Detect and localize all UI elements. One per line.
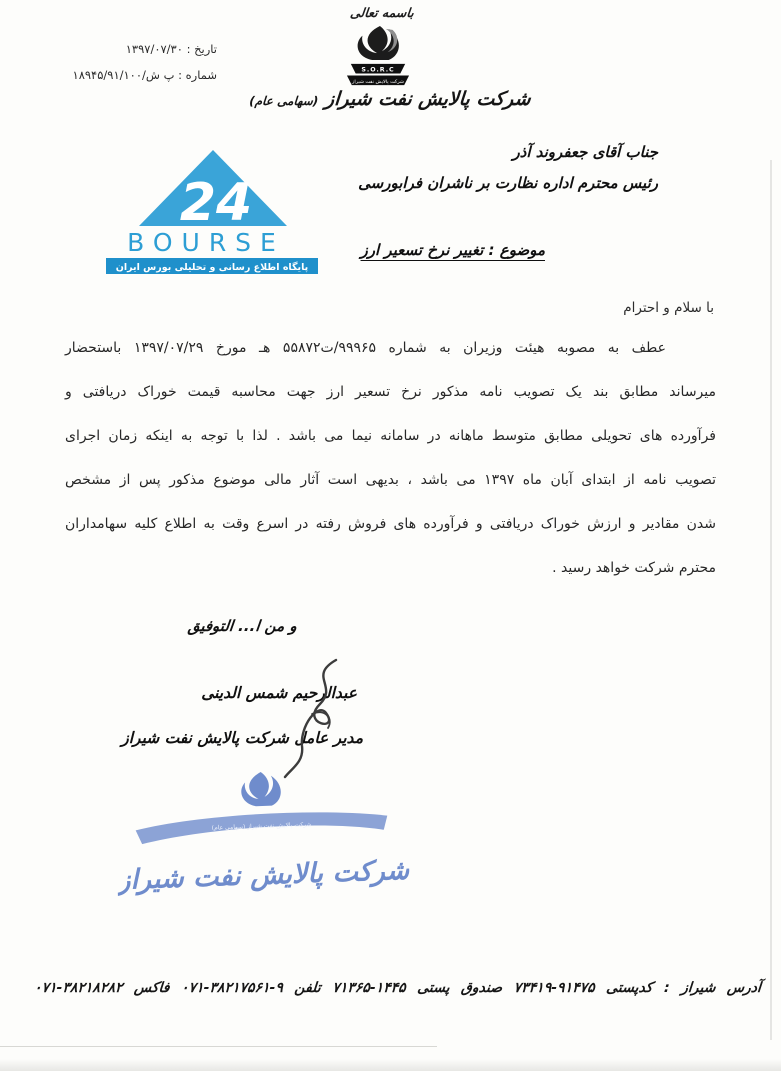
- bourse24-logo: [103, 147, 321, 278]
- company-type-suffix: (سهامی عام): [248, 94, 319, 108]
- company-stamp: [114, 765, 411, 911]
- date-number-block: [55, 36, 217, 88]
- date-label: تاریخ :: [186, 42, 217, 56]
- subject-line: موضوع : تغییر نرخ تسعیر ارز: [360, 241, 545, 259]
- sorc-flame-logo-icon: [334, 25, 422, 91]
- bourse-24-numerals: 24: [179, 173, 253, 233]
- sorc-acronym: S.O.R.C: [361, 66, 395, 74]
- company-name-text: شرکت پالایش نفت شیراز: [324, 88, 532, 110]
- scan-edge-bottom-line: [0, 1046, 437, 1047]
- body-line: فرآورده های تحویلی مطابق متوسط ماهانه در سامانه نیما می باشد . لذا با توجه به اینکه زمان اجرای: [65, 428, 716, 444]
- scan-edge-bottom: [0, 1059, 781, 1071]
- stamp-calligraphy: شرکت پالایش نفت شیراز: [116, 854, 410, 897]
- number-label: شماره : پ ش/: [142, 68, 217, 82]
- stamp-band-text: شرکت پالایش نفت شیراز (سهامی عام): [211, 821, 312, 832]
- salutation-text: با سلام و احترام: [623, 300, 714, 316]
- addressee-block: [358, 137, 658, 199]
- scan-edge-right: [770, 160, 772, 1040]
- bourse-tagline-text: پایگاه اطلاع رسانی و تحلیلی بورس ایران: [115, 262, 309, 273]
- number-row: [55, 62, 217, 88]
- date-value: ۱۳۹۷/۰۷/۳۰: [125, 42, 183, 56]
- body-line: محترم شرکت خواهد رسید .: [552, 560, 716, 576]
- signer-title: مدیر عامل شرکت پالایش نفت شیراز: [121, 729, 363, 747]
- date-row: [55, 36, 217, 62]
- signature-scribble-icon: [272, 656, 364, 782]
- body-line: تصویب نامه از ابتدای آبان ماه ۱۳۹۷ می باشد ، بدیهی است آثار مالی موضوع مذکور پس از مشخص: [65, 472, 716, 488]
- signer-name: عبدالرحیم شمس الدینی: [201, 684, 357, 702]
- addressee-name: جناب آقای جعفروند آذر: [512, 143, 658, 161]
- body-line: شدن مقادیر و ارزش خوراک دریافتی و فرآورده های فروش رفته در اسرع وقت به اطلاع کلیه سهامداران: [65, 516, 716, 532]
- company-name-calligraphy: [234, 88, 546, 110]
- closing-text: و من ا... التوفیق: [187, 617, 298, 635]
- sorc-ribbon-text: شرکت پالایش نفت شیراز: [352, 78, 404, 85]
- body-line: عطف به مصوبه هیئت وزیران به شماره ۹۹۹۶۵/ت۵۵۸۷۲ هـ مورخ ۱۳۹۷/۰۷/۲۹ باستحضار: [65, 340, 666, 356]
- number-value: ۱۸۹۴۵/۹۱/۱۰۰: [72, 68, 143, 82]
- footer-address: آدرس شیراز : کدپستی ۹۱۴۷۵-۷۳۴۱۹ صندوق پستی ۱۴۴۵-۷۱۳۶۵ تلفن ۹-۳۸۲۱۷۵۶۱-۰۷۱ فاکس ۳۸۲۱۸۲۸۲-۰۷۱: [33, 980, 762, 996]
- addressee-title: رئیس محترم اداره نظارت بر ناشران فرابورسی: [358, 174, 658, 192]
- body-line: میرساند مطابق بند یک تصویب نامه مذکور نرخ تسعیر ارز جهت محاسبه قیمت خوراک دریافتی و: [65, 384, 716, 400]
- body-paragraph: [65, 326, 716, 590]
- bourse-wordmark: BOURSE: [127, 228, 285, 257]
- bismillah-text: باسمه تعالی: [349, 5, 415, 20]
